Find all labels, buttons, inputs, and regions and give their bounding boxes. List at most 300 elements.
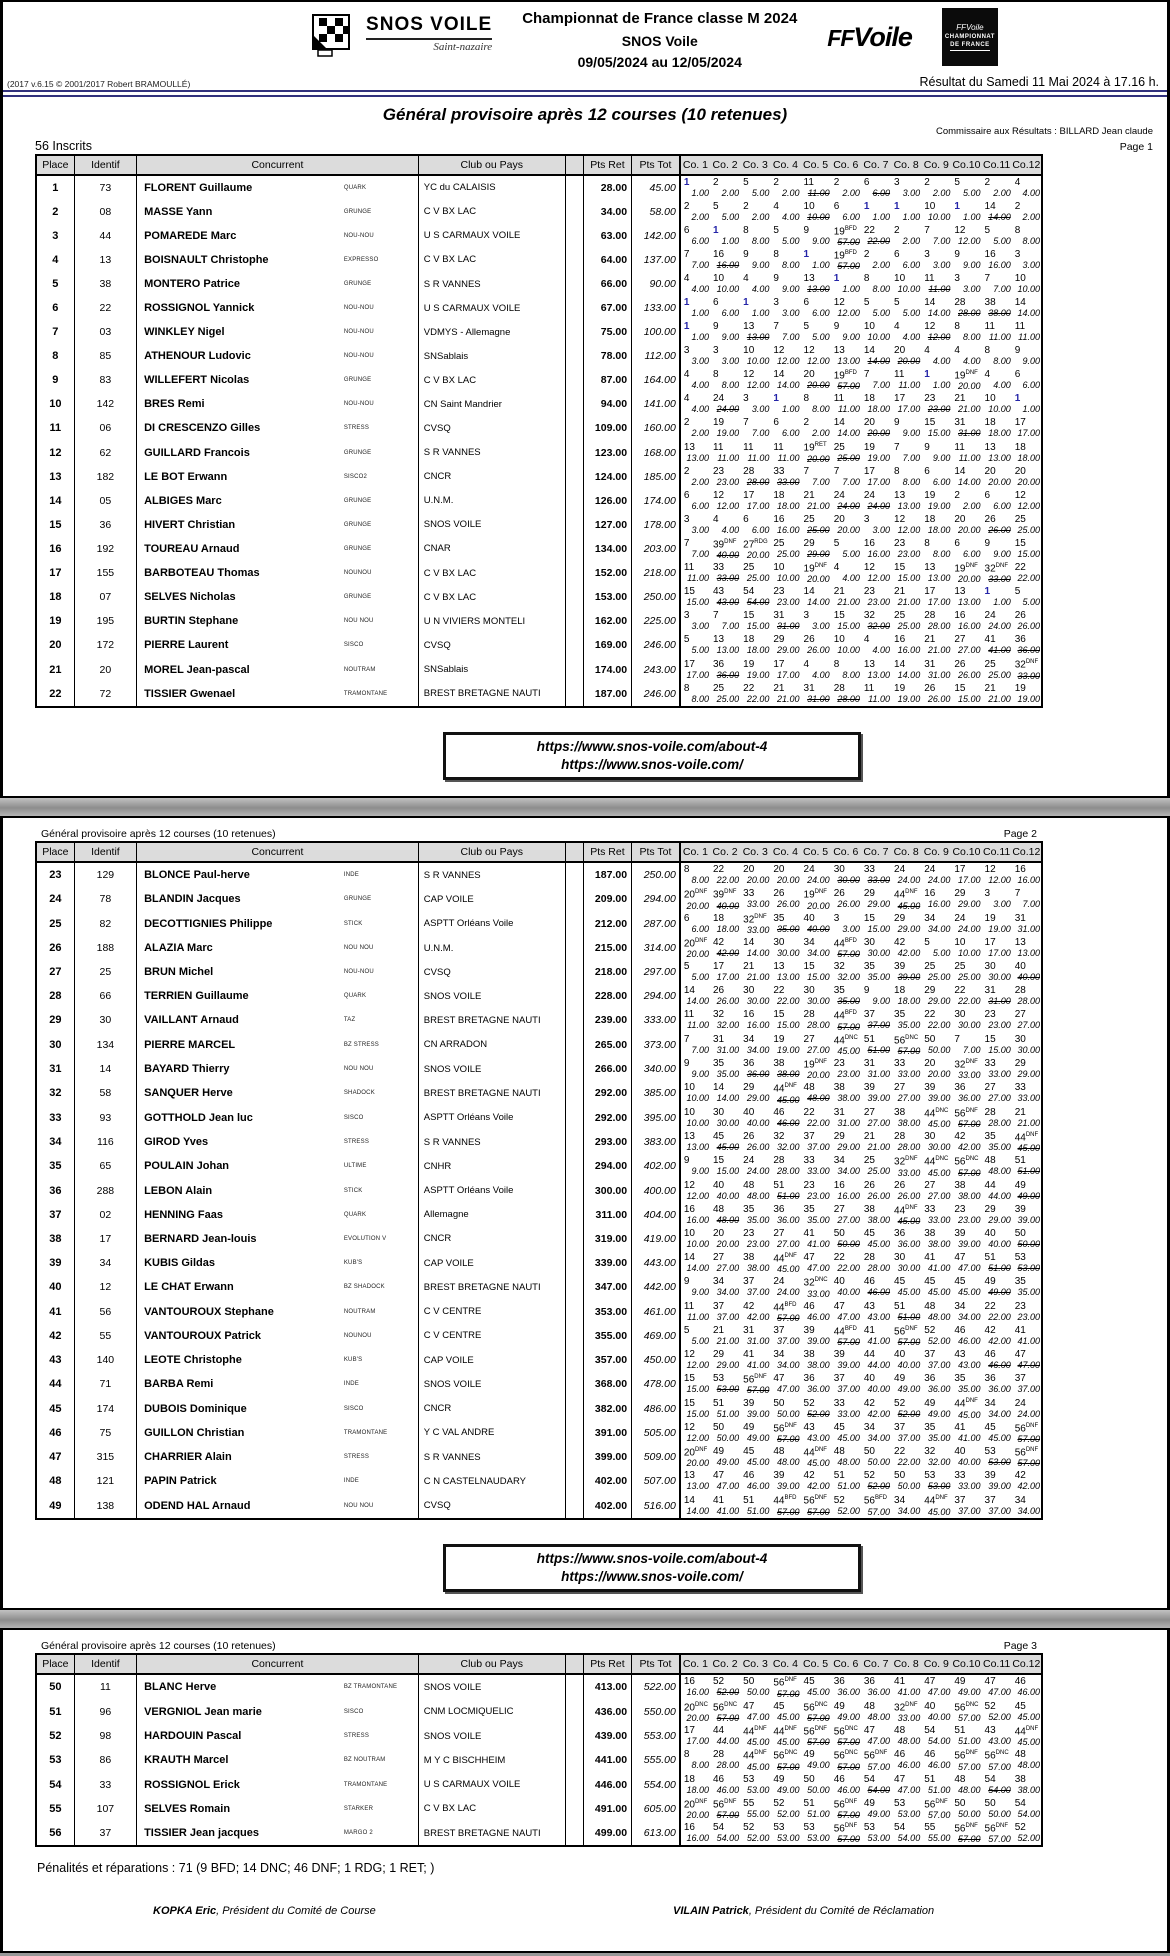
cell-competitor-name: BRUN Michel xyxy=(144,966,214,979)
cell-race-score-12 xyxy=(1012,1700,1042,1724)
cell-club: SNOS VOILE xyxy=(418,1674,565,1699)
cell-spacer xyxy=(565,862,583,887)
cell-boat-class: NOU-NOU xyxy=(342,224,418,248)
cell-race-score-7 xyxy=(861,1275,891,1299)
cell-race-score-8 xyxy=(891,862,921,887)
race-position: $44^{DNC}$ xyxy=(924,1156,949,1168)
cell-spacer xyxy=(565,1797,583,1821)
cell-race-score-6 xyxy=(831,1203,861,1227)
logo-divider xyxy=(366,38,492,40)
championnat-de-france-badge xyxy=(942,8,998,66)
cell-race-score-10 xyxy=(951,561,981,585)
cell-race-score-5 xyxy=(801,1493,831,1518)
race-position: 55 xyxy=(924,1822,936,1834)
race-points: 53.00 xyxy=(867,1833,891,1844)
race-points: 52.00 xyxy=(988,1711,1011,1722)
cell-race-score-10 xyxy=(951,585,981,609)
race-points: 10.00 xyxy=(686,1117,709,1128)
race-position: 31 xyxy=(1014,912,1026,924)
race-position: 46 xyxy=(773,1106,785,1118)
cell-boat-class: NOU NOU xyxy=(342,1057,418,1081)
cell-race-score-9 xyxy=(921,862,951,887)
race-points: 17.00 xyxy=(958,875,981,886)
cell-spacer xyxy=(565,585,583,609)
cell-club: SNSablais xyxy=(418,657,565,681)
race-points: 36.00 xyxy=(746,1069,770,1080)
race-points: 3.00 xyxy=(902,187,921,198)
race-position: 16 xyxy=(743,1009,755,1021)
race-position: 7 xyxy=(713,610,719,622)
race-points: 20.00 xyxy=(686,1458,709,1469)
cell-competitor-name: ATHENOUR Ludovic xyxy=(144,350,251,363)
cell-race-score-10 xyxy=(951,1773,981,1797)
table-row xyxy=(36,1275,1042,1299)
cell-identif: 03 xyxy=(74,320,136,344)
cell-race-score-3 xyxy=(740,416,770,440)
race-position: 36 xyxy=(743,1058,755,1070)
cell-pts-tot: 469.00 xyxy=(632,1324,680,1348)
race-points: 51.00 xyxy=(716,1408,740,1419)
race-position: 2 xyxy=(924,176,930,188)
race-position: 35 xyxy=(954,1373,966,1385)
race-points: 36.00 xyxy=(958,1093,981,1104)
race-points: 12.00 xyxy=(837,308,860,319)
cell-race-score-8 xyxy=(891,368,921,392)
race-points: 45.00 xyxy=(927,1287,951,1298)
race-position: 2 xyxy=(803,417,810,429)
race-points: 3.00 xyxy=(721,356,740,367)
race-points: 26.00 xyxy=(776,899,800,910)
col-header-race-3: Co. 3 xyxy=(740,155,770,175)
race-points: 35.00 xyxy=(1017,1287,1040,1298)
race-points: 40.00 xyxy=(716,900,740,911)
cell-place: 8 xyxy=(36,344,74,368)
cell-race-score-12 xyxy=(1012,1348,1042,1372)
race-points: 1.00 xyxy=(691,332,709,343)
race-points: 34.00 xyxy=(988,1408,1011,1419)
cell-race-score-3 xyxy=(740,1057,770,1081)
race-points: 28.00 xyxy=(897,1142,921,1153)
cell-pts-tot: 168.00 xyxy=(632,440,680,464)
cell-spacer xyxy=(565,248,583,272)
race-points: 55.00 xyxy=(746,1808,770,1819)
cell-spacer xyxy=(565,887,583,911)
race-position: 1 xyxy=(924,369,930,381)
cell-club: C V BX LAC xyxy=(418,1797,565,1821)
table-row xyxy=(36,1445,1042,1469)
cell-pts-ret: 311.00 xyxy=(583,1203,631,1227)
race-points: 46.00 xyxy=(716,1784,740,1795)
race-position: $44^{BFD}$ xyxy=(773,1495,797,1507)
race-position: 9 xyxy=(683,1058,690,1070)
race-points: 57.00 xyxy=(958,1118,981,1129)
race-position: 48 xyxy=(984,1155,996,1167)
cell-race-score-9 xyxy=(921,657,951,681)
cell-race-score-1 xyxy=(680,368,710,392)
race-points: 14.00 xyxy=(686,1505,709,1516)
race-points: 32.00 xyxy=(927,1457,951,1468)
cell-race-score-11 xyxy=(982,175,1012,200)
race-position: 11 xyxy=(743,441,754,453)
cell-race-score-2 xyxy=(710,1300,740,1324)
race-position: 9 xyxy=(894,417,900,429)
cell-place: 27 xyxy=(36,960,74,984)
race-position: 51 xyxy=(984,1252,996,1263)
race-points: 55.00 xyxy=(927,1833,951,1844)
col-header-race-6: Co. 6 xyxy=(831,155,861,175)
cell-spacer xyxy=(565,1324,583,1348)
race-position: 6 xyxy=(833,200,840,212)
race-position: 48 xyxy=(713,1203,725,1215)
cell-race-score-2 xyxy=(710,1493,740,1518)
cell-place: 7 xyxy=(36,320,74,344)
race-points: 37.00 xyxy=(807,1142,830,1153)
race-points: 38.00 xyxy=(776,1069,800,1080)
cell-pts-tot: 112.00 xyxy=(632,344,680,368)
race-position: 3 xyxy=(894,176,900,188)
race-points: 36.00 xyxy=(988,1384,1011,1395)
race-points: 2.00 xyxy=(1022,211,1040,222)
race-points: 31.00 xyxy=(837,1117,860,1128)
cell-pts-ret: 347.00 xyxy=(583,1275,631,1299)
race-position: 4 xyxy=(894,321,900,333)
cell-race-score-4 xyxy=(770,1081,800,1105)
race-points: 33.00 xyxy=(807,1288,830,1299)
race-position: 4 xyxy=(984,369,991,381)
race-position: 40 xyxy=(954,1446,966,1458)
race-position: 9 xyxy=(803,224,810,236)
cell-race-score-2 xyxy=(710,320,740,344)
race-points: 29.00 xyxy=(776,645,800,656)
page-number-3: Page 3 xyxy=(1003,1640,1037,1653)
race-position: 15 xyxy=(773,1009,785,1021)
race-points: 35.00 xyxy=(867,972,891,983)
race-points: 30.00 xyxy=(837,875,860,886)
cell-race-score-5 xyxy=(801,537,831,561)
race-position: 13 xyxy=(894,489,906,501)
cell-place: 50 xyxy=(36,1674,74,1699)
cell-race-score-10 xyxy=(951,1203,981,1227)
cell-race-score-3 xyxy=(740,1179,770,1203)
cell-spacer xyxy=(565,561,583,585)
website-url-home[interactable]: https://www.snos-voile.com/ xyxy=(561,757,743,773)
table-row xyxy=(36,200,1042,224)
race-points: 39.00 xyxy=(927,1093,951,1104)
race-points: 41.00 xyxy=(716,1505,740,1516)
race-points: 45.00 xyxy=(837,1045,860,1056)
cell-identif: 129 xyxy=(74,862,136,887)
cell-race-score-7 xyxy=(861,416,891,440)
cell-race-score-7 xyxy=(861,1203,891,1227)
cell-identif: 38 xyxy=(74,272,136,296)
cell-club: U N VIVIERS MONTELI xyxy=(418,609,565,633)
cell-race-score-7 xyxy=(861,1130,891,1154)
cell-race-score-12 xyxy=(1012,1674,1042,1699)
race-points: 27.00 xyxy=(1017,1020,1040,1031)
cell-race-score-9 xyxy=(921,1154,951,1178)
race-position: 2 xyxy=(743,200,749,212)
cell-race-score-11 xyxy=(982,368,1012,392)
cell-place: 30 xyxy=(36,1033,74,1057)
race-points: 40.00 xyxy=(716,1190,740,1201)
race-position: $56^{DNF}$ xyxy=(924,1798,948,1810)
cell-race-score-8 xyxy=(891,1203,921,1227)
cell-race-score-9 xyxy=(921,489,951,513)
cell-race-score-4 xyxy=(770,175,800,200)
cell-race-score-1 xyxy=(680,175,710,200)
cell-spacer xyxy=(565,960,583,984)
race-position: 38 xyxy=(773,1058,785,1070)
cell-race-score-12 xyxy=(1012,368,1042,392)
race-position: 53 xyxy=(743,1773,755,1785)
race-position: 52 xyxy=(803,1397,815,1409)
race-position: 41 xyxy=(863,1324,875,1336)
cell-race-score-8 xyxy=(891,272,921,296)
race-points: 52.00 xyxy=(746,1833,770,1844)
race-position: $44^{DNF}$ xyxy=(1014,1131,1039,1144)
race-points: 29.00 xyxy=(716,1360,740,1371)
cell-race-score-5 xyxy=(801,1203,831,1227)
cell-race-score-6 xyxy=(831,1154,861,1178)
race-position: 42 xyxy=(863,1397,875,1409)
race-points: 10.00 xyxy=(807,211,830,222)
race-points: 15.00 xyxy=(716,1166,740,1177)
cell-race-score-4 xyxy=(770,224,800,248)
race-position: 12 xyxy=(683,1179,695,1191)
race-position: 14 xyxy=(743,937,755,949)
race-points: 51.00 xyxy=(958,1736,981,1747)
race-position: 14 xyxy=(984,200,996,212)
cell-race-score-4 xyxy=(770,1033,800,1057)
col-header-place: Place xyxy=(36,1654,74,1674)
website-url-about[interactable]: https://www.snos-voile.com/about-4 xyxy=(536,738,768,754)
cell-boat-class: GRUNGE xyxy=(342,272,418,296)
cell-race-score-1 xyxy=(680,1227,710,1251)
cell-pts-ret: 152.00 xyxy=(583,561,631,585)
cell-race-score-6 xyxy=(831,1445,861,1469)
race-position: $56^{DNF}$ xyxy=(954,1107,978,1119)
cell-race-score-2 xyxy=(710,1674,740,1699)
cell-race-score-11 xyxy=(982,1179,1012,1203)
cell-race-score-9 xyxy=(921,465,951,489)
race-points: 45.00 xyxy=(776,1094,800,1105)
cell-race-score-6 xyxy=(831,912,861,936)
cell-club: BREST BRETAGNE NAUTI xyxy=(418,1275,565,1299)
cell-pts-ret: 66.00 xyxy=(583,272,631,296)
cell-pts-ret: 218.00 xyxy=(583,960,631,984)
race-position: 19 xyxy=(773,1033,785,1045)
cell-pts-tot: 287.00 xyxy=(632,912,680,936)
cell-race-score-1 xyxy=(680,489,710,513)
cell-spacer xyxy=(565,320,583,344)
race-position: 5 xyxy=(863,297,870,309)
race-position: 7 xyxy=(984,273,991,285)
cell-race-score-3 xyxy=(740,657,770,681)
race-points: 26.00 xyxy=(988,524,1011,535)
race-position: 40 xyxy=(984,1227,996,1239)
race-points: 6.00 xyxy=(691,235,709,246)
race-points: 4.00 xyxy=(751,284,770,295)
race-position: 9 xyxy=(713,321,719,333)
race-points: 45.00 xyxy=(958,1287,981,1298)
race-position: 24 xyxy=(713,393,725,405)
cell-race-score-6 xyxy=(831,1469,861,1493)
cell-race-score-9 xyxy=(921,1057,951,1081)
cell-race-score-5 xyxy=(801,1179,831,1203)
cell-race-score-12 xyxy=(1012,344,1042,368)
race-points: 27.00 xyxy=(958,645,981,656)
cell-race-score-9 xyxy=(921,1469,951,1493)
cell-pts-ret: 34.00 xyxy=(583,200,631,224)
table-row xyxy=(36,368,1042,392)
cell-boat-class: GRUNGE xyxy=(342,537,418,561)
race-points: 32.00 xyxy=(867,621,891,632)
cell-race-score-10 xyxy=(951,657,981,681)
race-position: 21 xyxy=(713,1324,725,1336)
cell-race-score-5 xyxy=(801,440,831,464)
race-points: 22.00 xyxy=(958,996,981,1007)
race-position: 28 xyxy=(773,1155,785,1167)
race-position: 28 xyxy=(743,465,755,477)
cell-pts-tot: 522.00 xyxy=(632,1674,680,1699)
race-position: 17 xyxy=(773,658,785,670)
race-position: 48 xyxy=(924,1300,936,1312)
cell-race-score-9 xyxy=(921,1773,951,1797)
cell-race-score-3 xyxy=(740,862,770,887)
cell-race-score-7 xyxy=(861,1493,891,1518)
race-points: 30.00 xyxy=(746,996,770,1007)
race-position: 6 xyxy=(803,297,810,309)
website-url-about[interactable]: https://www.snos-voile.com/about-4 xyxy=(536,1550,768,1566)
race-points: 10.00 xyxy=(867,332,891,343)
cell-spacer xyxy=(565,912,583,936)
race-points: 20.00 xyxy=(776,875,800,886)
race-position: 29 xyxy=(743,1082,755,1094)
cell-race-score-8 xyxy=(891,1748,921,1772)
col-header-race-9: Co. 9 xyxy=(921,842,951,862)
race-points: 57.00 xyxy=(867,1506,891,1517)
race-points: 28.00 xyxy=(776,1166,800,1177)
cell-club: U.N.M. xyxy=(418,936,565,960)
race-position: 25 xyxy=(803,513,815,525)
race-points: 33.00 xyxy=(867,875,891,886)
race-position: 36 xyxy=(1014,634,1026,646)
race-position: 13 xyxy=(924,562,936,574)
race-position: 12 xyxy=(863,562,875,574)
race-position: 35 xyxy=(984,1131,996,1143)
cell-pts-ret: 382.00 xyxy=(583,1396,631,1420)
race-position: 48 xyxy=(954,1773,966,1785)
table-row xyxy=(36,1469,1042,1493)
col-header-place: Place xyxy=(36,155,74,175)
cell-pts-tot: 613.00 xyxy=(632,1821,680,1846)
race-points: 8.00 xyxy=(812,404,830,415)
cell-race-score-11 xyxy=(982,1008,1012,1032)
cell-pts-ret: 441.00 xyxy=(583,1748,631,1772)
race-position: 41 xyxy=(803,1227,815,1239)
race-position: $56^{DNC}$ xyxy=(833,1750,858,1762)
race-points: 24.00 xyxy=(958,923,981,934)
cell-identif: 172 xyxy=(74,633,136,657)
race-points: 15.00 xyxy=(958,693,981,704)
table-row xyxy=(36,489,1042,513)
race-points: 11.00 xyxy=(717,452,740,463)
cell-race-score-4 xyxy=(770,513,800,537)
cell-race-score-2 xyxy=(710,224,740,248)
race-points: 26.00 xyxy=(927,693,951,704)
cell-race-score-5 xyxy=(801,1081,831,1105)
race-points: 20.00 xyxy=(686,1712,709,1723)
cell-race-score-5 xyxy=(801,960,831,984)
race-points: 3.00 xyxy=(1022,259,1040,270)
race-position: 6 xyxy=(713,297,719,309)
race-position: $32^{DNF}$ xyxy=(894,1701,918,1713)
cell-place: 10 xyxy=(36,392,74,416)
race-points: 57.00 xyxy=(1017,1434,1040,1445)
race-points: 57.00 xyxy=(776,1312,800,1323)
race-position: 10 xyxy=(863,321,875,333)
cell-race-score-5 xyxy=(801,1106,831,1130)
race-position: 34 xyxy=(954,1300,966,1312)
cell-place: 18 xyxy=(36,585,74,609)
race-position: 42 xyxy=(713,937,725,949)
race-position: 14 xyxy=(683,1252,695,1263)
cell-race-score-6 xyxy=(831,984,861,1008)
cell-race-score-11 xyxy=(982,1748,1012,1772)
cell-race-score-9 xyxy=(921,1445,951,1469)
cell-race-score-9 xyxy=(921,296,951,320)
race-points: 3.00 xyxy=(691,524,709,535)
race-position: 26 xyxy=(924,682,936,694)
race-points: 4.00 xyxy=(872,645,891,656)
race-points: 9.00 xyxy=(872,996,891,1007)
cell-race-score-12 xyxy=(1012,1469,1042,1493)
race-points: 13.00 xyxy=(867,669,891,680)
race-position: $56^{DNF}$ xyxy=(863,1750,888,1762)
cell-club: ASPTT Orléans Voile xyxy=(418,912,565,936)
double-rule xyxy=(3,90,1167,97)
website-url-home[interactable]: https://www.snos-voile.com/ xyxy=(561,1569,743,1585)
cell-race-score-2 xyxy=(710,392,740,416)
race-position: 28 xyxy=(984,1106,996,1118)
race-points: 14.00 xyxy=(746,948,770,959)
cell-race-score-5 xyxy=(801,1469,831,1493)
cell-identif: 85 xyxy=(74,344,136,368)
race-points: 45.00 xyxy=(1017,1711,1040,1722)
race-position: 34 xyxy=(863,1421,875,1433)
race-position: 39 xyxy=(1014,1203,1026,1215)
race-points: 51.00 xyxy=(867,1044,891,1055)
race-position: 42 xyxy=(984,1324,996,1336)
cell-identif: 08 xyxy=(74,200,136,224)
col-header-race-10: Co.10 xyxy=(951,155,981,175)
cell-race-score-7 xyxy=(861,1700,891,1724)
cell-race-score-2 xyxy=(710,1748,740,1772)
race-position: 25 xyxy=(713,682,725,694)
cell-pts-ret: 67.00 xyxy=(583,296,631,320)
race-position: 36 xyxy=(863,1676,875,1688)
race-points: 27.00 xyxy=(716,1263,740,1273)
race-points: 24.00 xyxy=(776,1287,800,1298)
race-points: 12.00 xyxy=(988,875,1011,886)
cell-race-score-3 xyxy=(740,1421,770,1445)
race-position: $32^{DNC}$ xyxy=(803,1277,828,1289)
cell-boat-class: NOU NOU xyxy=(342,936,418,960)
cell-race-score-3 xyxy=(740,1081,770,1105)
cell-race-score-10 xyxy=(951,1396,981,1420)
race-points: 57.00 xyxy=(1017,1458,1040,1469)
cell-race-score-12 xyxy=(1012,1797,1042,1821)
